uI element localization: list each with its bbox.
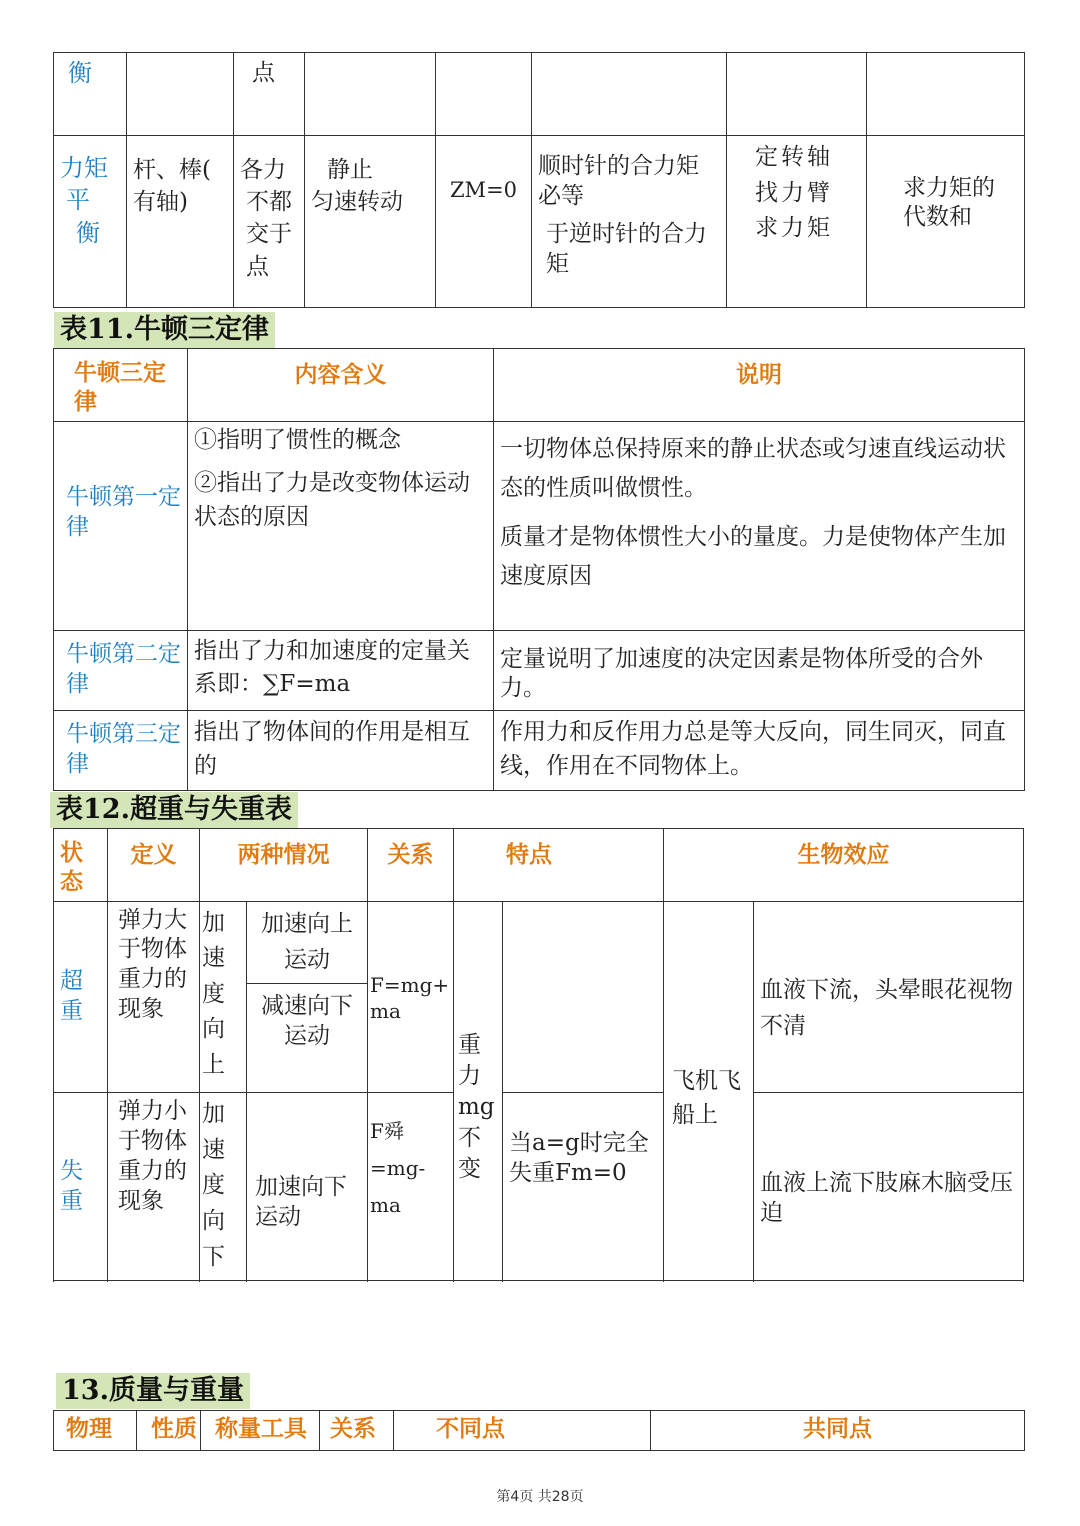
table11-title: 表11.牛顿三定律	[54, 312, 275, 348]
empty-cell	[867, 53, 1025, 136]
table13-title: 13.质量与重量	[56, 1373, 250, 1409]
second-law-note: 定量说明了加速度的决定因素是物体所受的合外力。	[494, 630, 1025, 710]
third-law-content: 指出了物体间的作用是相互的	[188, 710, 494, 790]
torque-balance-name: 力矩 平 衡	[54, 136, 127, 308]
second-law-content: 指出了力和加速度的定量关系即：∑F=ma	[188, 630, 494, 710]
header-relation: 关系	[368, 829, 454, 902]
spacecraft-example: 飞机飞船上	[664, 901, 754, 1281]
weight-table	[53, 828, 1024, 1281]
overweight-direction: 加速度向上	[200, 901, 247, 1093]
header-tool: 称量工具	[201, 1411, 320, 1451]
overweight-relation: F=mg+ma	[368, 901, 454, 1093]
torque-row-continuation	[54, 53, 1025, 136]
header-definition: 定义	[108, 829, 200, 902]
weightless-relation: F舜 =mg- ma	[368, 1093, 454, 1281]
page-footer: 第4页 共28页	[496, 1489, 584, 1505]
weightless-direction: 加速度向下	[200, 1093, 247, 1281]
row-name-cell: 衡	[54, 53, 127, 136]
torque-object: 杆、棒( 有轴)	[127, 136, 234, 308]
newton-third-row	[54, 710, 1025, 790]
weightless-feature: 当a=g时完全失重Fm=0	[503, 1093, 664, 1281]
header-property: 性质	[137, 1411, 201, 1451]
overweight-definition: 弹力大于物体重力的现象	[108, 901, 200, 1093]
weight-header-row	[54, 829, 1024, 902]
first-law-content: ①指明了惯性的概念 ②指出了力是改变物体运动状态的原因	[188, 421, 494, 630]
torque-method: 定转轴 找力臂 求力矩	[727, 136, 867, 308]
weightless-state: 失重	[54, 1093, 108, 1281]
header-relation: 关系	[320, 1411, 394, 1451]
gravity-unchanged: 重力mg不变	[454, 901, 503, 1281]
torque-note: 求力矩的 代数和	[867, 136, 1025, 308]
header-difference: 不同点	[394, 1411, 651, 1451]
first-law-name: 牛顿第一定律	[54, 421, 188, 630]
empty-cell	[305, 53, 436, 136]
weightless-definition: 弹力小于物体重力的现象	[108, 1093, 200, 1281]
empty-cell	[436, 53, 532, 136]
torque-condition: 顺时针的合力矩 必等 于逆时针的合力 矩	[532, 136, 727, 308]
overweight-effect: 血液下流，头晕眼花视物不清	[754, 901, 1024, 1093]
empty-cell	[727, 53, 867, 136]
first-law-note: 一切物体总保持原来的静止状态或匀速直线运动状态的性质叫做惯性。 质量才是物体惯性大小的量度。力是使物体产生加速度原因	[494, 421, 1025, 630]
weightless-row	[54, 1093, 1024, 1281]
third-law-note: 作用力和反作用力总是等大反向，同生同灭，同直线，作用在不同物体上。	[494, 710, 1025, 790]
weightless-case-accel-down: 加速向下运动	[247, 1093, 368, 1281]
header-state: 状态	[54, 829, 108, 902]
header-cases: 两种情况	[200, 829, 368, 902]
header-common: 共同点	[651, 1411, 1025, 1451]
overweight-case-accel-up: 加速向上运动	[247, 901, 368, 984]
overweight-row-1	[54, 901, 1024, 984]
header-law: 牛顿三定律	[54, 349, 188, 422]
header-note: 说明	[494, 349, 1025, 422]
torque-condition-formula: ZM=0	[436, 136, 532, 308]
newton-laws-table	[53, 348, 1025, 791]
weightless-effect: 血液上流下肢麻木脑受压迫	[754, 1093, 1024, 1281]
table12-title: 表12.超重与失重表	[50, 792, 298, 828]
empty-cell	[532, 53, 727, 136]
torque-table	[53, 52, 1025, 308]
header-feature: 特点	[454, 829, 664, 902]
newton-first-row	[54, 421, 1025, 630]
torque-force: 各力 不都 交于 点	[234, 136, 305, 308]
overweight-state: 超重	[54, 901, 108, 1093]
third-law-name: 牛顿第三定律	[54, 710, 188, 790]
second-law-name: 牛顿第二定律	[54, 630, 188, 710]
overweight-case-decel-down: 减速向下运动	[247, 984, 368, 1093]
torque-balance-row	[54, 136, 1025, 308]
torque-state: 静止 匀速转动	[305, 136, 436, 308]
header-content: 内容含义	[188, 349, 494, 422]
empty-cell	[127, 53, 234, 136]
mass-weight-header-row	[54, 1411, 1025, 1451]
mass-weight-table	[53, 1410, 1025, 1451]
overweight-feature	[503, 901, 664, 1093]
header-physical: 物理	[54, 1411, 137, 1451]
header-bio-effect: 生物效应	[664, 829, 1024, 902]
newton-second-row	[54, 630, 1025, 710]
newton-header-row	[54, 349, 1025, 422]
force-cell: 点	[234, 53, 305, 136]
